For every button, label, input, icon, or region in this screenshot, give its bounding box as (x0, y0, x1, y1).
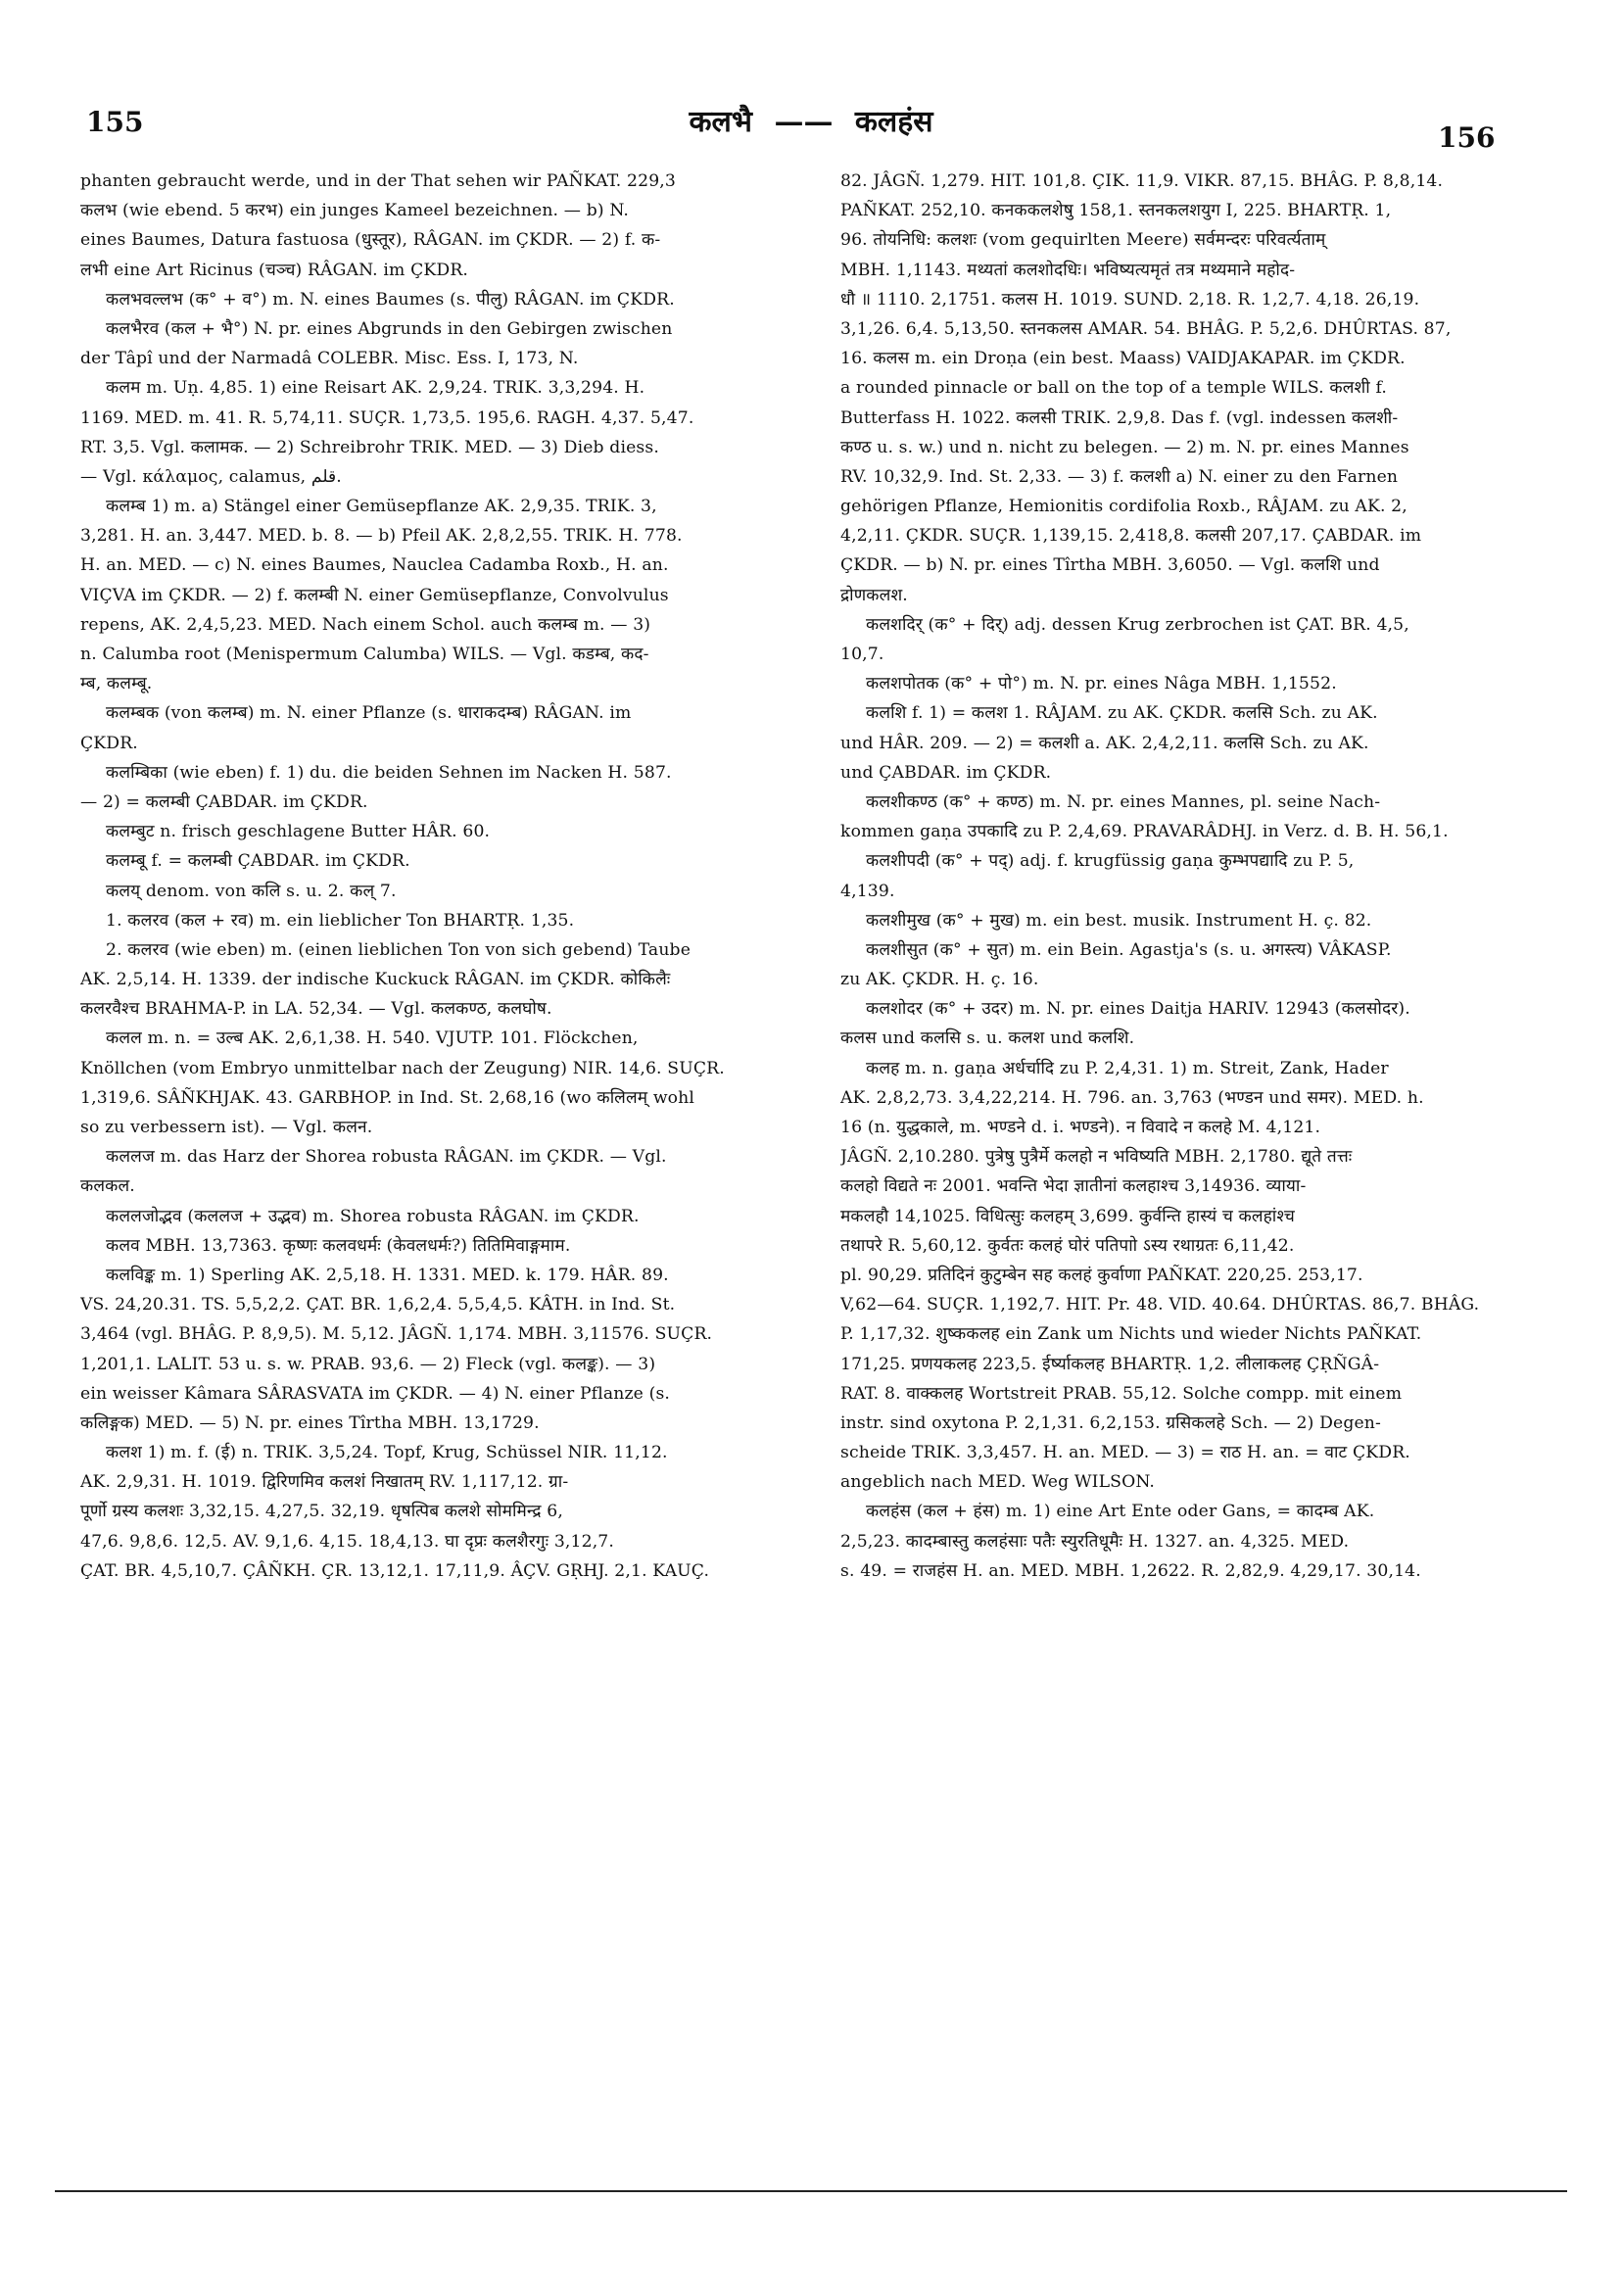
header-dash: —— (774, 105, 834, 139)
text-line: und HÂR. 209. — 2) = कलशी a. AK. 2,4,2,11. कलसि Sch. zu AK. (840, 733, 1369, 753)
text-line: a rounded pinnacle or ball on the top of a temple WILS. कलशी f. (840, 378, 1387, 399)
page-number-right: 156 (1438, 121, 1496, 154)
text-line: JÂGÑ. 2,10.280. पुत्रेषु पुत्रैर्मे कलहो न भविष्यति MBH. 2,1780. द्यूते तत्तः (840, 1147, 1353, 1168)
text-line: 96. तोयनिधि: कलशः (vom gequirlten Meere) सर्वमन्दरः परिवर्त्यताम् (840, 230, 1326, 251)
text-line: 3,464 (vgl. BHÂG. P. 8,9,5). M. 5,12. JÂGÑ. 1,174. MBH. 3,11576. SUÇR. (80, 1324, 713, 1345)
text-line: ÇAT. BR. 4,5,10,7. ÇÂÑKH. ÇR. 13,12,1. 17,11,9. ÂÇV. GṚHJ. 2,1. KAUÇ. (80, 1560, 710, 1581)
text-line: कलव MBH. 13,7363. कृष्णः कलवधर्मः (केवलधर्मः?) तितिमिवाङ्गमाम. (106, 1235, 571, 1256)
text-line: PAÑKAT. 252,10. कनककलशेषु 158,1. स्तनकलशयुग I, 225. BHARTṚ. 1, (840, 201, 1392, 221)
text-line: so zu verbessern ist). — Vgl. कलन. (80, 1118, 373, 1137)
text-line: eines Baumes, Datura fastuosa (धुस्तूर), RÂGAN. im ÇKDR. — 2) f. क- (80, 230, 661, 251)
text-line: zu AK. ÇKDR. H. ç. 16. (840, 970, 1039, 990)
text-line: कलशीपदी (क° + पद्) adj. f. krugfüssig gaṇa कुम्भपद्यादि zu P. 5, (866, 851, 1355, 872)
text-line: कलम्बक (von कलम्ब) m. N. einer Pflanze (s. धाराकदम्ब) RÂGAN. im (106, 703, 632, 724)
text-line: gehörigen Pflanze, Hemionitis cordifolia Roxb., RÂJAM. zu AK. 2, (840, 497, 1407, 517)
text-line: 16 (n. युद्धकाले, m. भण्डने d. i. भण्डने). न विवादे न कलहे M. 4,121. (840, 1118, 1321, 1137)
text-line: कलह m. n. gaṇa अर्धर्चादि zu P. 2,4,31. 1) m. Streit, Zank, Hader (866, 1058, 1389, 1078)
header-headword-last: कलहंस (854, 105, 933, 139)
text-line: धौ ॥ 1110. 2,1751. कलस H. 1019. SUND. 2,18. R. 1,2,7. 4,18. 26,19. (840, 289, 1420, 310)
text-line: कललजोद्भव (कललज + उद्भव) m. Shorea robusta RÂGAN. im ÇKDR. (106, 1206, 640, 1226)
text-line: कलशदिर् (क° + दिर्) adj. dessen Krug zerbrochen ist ÇAT. BR. 4,5, (866, 614, 1409, 635)
text-line: कलिङ्गक) MED. — 5) N. pr. eines Tîrtha MBH. 13,1729. (80, 1412, 540, 1433)
text-line: कलहो विद्यते नः 2001. भवन्ति भेदा ज्ञातीनां कलहाश्च 3,14936. व्याया- (840, 1176, 1307, 1197)
text-line: MBH. 1,1143. मथ्यतां कलशोदधिः। भविष्यत्यमृतं तत्र मथ्यमाने महोद- (840, 260, 1296, 280)
text-line: तथापरे R. 5,60,12. कुर्वतः कलहं घोरं पतिपाो ऽस्य रथाग्रतः 6,11,42. (840, 1235, 1295, 1256)
left-column (80, 167, 786, 1586)
text-line: s. 49. = राजहंस H. an. MED. MBH. 1,2622. R. 2,82,9. 4,29,17. 30,14. (840, 1560, 1421, 1581)
text-line: कलशि f. 1) = कलश 1. RÂJAM. zu AK. ÇKDR. कलसि Sch. zu AK. (866, 703, 1378, 724)
text-line: 47,6. 9,8,6. 12,5. AV. 9,1,6. 4,15. 18,4,13. घा दृप्रः कलशैरगुः 3,12,7. (80, 1531, 615, 1552)
text-line: कलल m. n. = उल्ब AK. 2,6,1,38. H. 540. VJUTP. 101. Flöckchen, (106, 1028, 639, 1049)
text-line: कलशपोतक (क° + पो°) m. N. pr. eines Nâga MBH. 1,1552. (866, 674, 1337, 694)
text-line: 16. कलस m. ein Droṇa (ein best. Maass) VAIDJAKAPAR. im ÇKDR. (840, 349, 1406, 369)
text-line: कलभ (wie ebend. 5 करभ) ein junges Kameel bezeichnen. — b) N. (80, 201, 630, 221)
text-line: VIÇVA im ÇKDR. — 2) f. कलम्बी N. einer Gemüsepflanze, Convolvulus (80, 585, 669, 605)
text-line: कलम m. Uṇ. 4,85. 1) eine Reisart AK. 2,9,24. TRIK. 3,3,294. H. (106, 378, 645, 399)
text-line: phanten gebraucht werde, und in der That sehen wir PAÑKAT. 229,3 (80, 171, 676, 191)
text-line: 2,5,23. कादम्बास्तु कलहंसाः पतैः स्युरतिधूमैः H. 1327. an. 4,325. MED. (840, 1531, 1350, 1552)
bottom-rule (55, 2190, 1567, 2192)
text-line: ÇKDR. (80, 733, 138, 753)
page-number-left: 155 (86, 106, 144, 138)
text-line: Butterfass H. 1022. कलसी TRIK. 2,9,8. Das f. (vgl. indessen कलशी- (840, 407, 1399, 428)
text-line: मकलहौ 14,1025. विधित्सुः कलहम् 3,699. कुर्वन्ति हास्यं च कलहांश्च (840, 1206, 1295, 1226)
text-line: 3,1,26. 6,4. 5,13,50. स्तनकलस AMAR. 54. BHÂG. P. 5,2,6. DHÛRTAS. 87, (840, 318, 1452, 339)
text-line: kommen gaṇa उपकादि zu P. 2,4,69. PRAVARÂDHJ. in Verz. d. B. H. 56,1. (840, 822, 1449, 842)
text-line: 4,139. (840, 881, 895, 901)
text-line: कललज m. das Harz der Shorea robusta RÂGAN. im ÇKDR. — Vgl. (106, 1147, 667, 1168)
text-line: कलशोदर (क° + उदर) m. N. pr. eines Daitja HARIV. 12943 (कलसोदर). (866, 999, 1410, 1020)
text-line: H. an. MED. — c) N. eines Baumes, Nauclea Cadamba Roxb., H. an. (80, 555, 669, 576)
text-line: कलरवैश्च BRAHMA-P. in LA. 52,34. — Vgl. कलकण्ठ, कलघोष. (80, 999, 552, 1020)
text-line: कलश 1) m. f. (ई) n. TRIK. 3,5,24. Topf, Krug, Schüssel NIR. 11,12. (106, 1443, 668, 1463)
text-line: RV. 10,32,9. Ind. St. 2,33. — 3) f. कलशी a) N. einer zu den Farnen (840, 466, 1399, 487)
text-line: 82. JÂGÑ. 1,279. HIT. 101,8. ÇIK. 11,9. VIKR. 87,15. BHÂG. P. 8,8,14. (840, 171, 1444, 191)
text-line: कलविङ्क m. 1) Sperling AK. 2,5,18. H. 1331. MED. k. 179. HÂR. 89. (106, 1265, 669, 1285)
text-line: VS. 24,20.31. TS. 5,5,2,2. ÇAT. BR. 1,6,2,4. 5,5,4,5. KÂTH. in Ind. St. (80, 1295, 676, 1315)
text-line: कलम्ब 1) m. a) Stängel einer Gemüsepflanze AK. 2,9,35. TRIK. 3, (106, 497, 657, 517)
text-line: 1. कलरव (कल + रव) m. ein lieblicher Ton BHARTṚ. 1,35. (106, 910, 575, 931)
text-line: कलम्बू f. = कलम्बी ÇABDAR. im ÇKDR. (106, 851, 410, 872)
text-line: P. 1,17,32. शुष्ककलह ein Zank um Nichts und wieder Nichts PAÑKAT. (840, 1324, 1422, 1345)
text-line: 1,319,6. SÂÑKHJAK. 43. GARBHOP. in Ind. St. 2,68,16 (wo कलिलम् wohl (80, 1087, 695, 1108)
text-line: pl. 90,29. प्रतिदिनं कुटुम्बेन सह कलहं कुर्वाणा PAÑKAT. 220,25. 253,17. (840, 1265, 1363, 1285)
text-line: लभी eine Art Ricinus (चञ्च) RÂGAN. im ÇKDR. (80, 260, 469, 280)
text-line: AK. 2,9,31. H. 1019. द्विरिणमिव कलशं निखातम् RV. 1,117,12. ग्रा- (80, 1472, 569, 1493)
text-line: कलम्बिका (wie eben) f. 1) du. die beiden Sehnen im Nacken H. 587. (106, 762, 672, 783)
text-line: 3,281. H. an. 3,447. MED. b. 8. — b) Pfeil AK. 2,8,2,55. TRIK. H. 778. (80, 526, 683, 547)
text-line: ÇKDR. — b) N. pr. eines Tîrtha MBH. 3,6050. — Vgl. कलशि und (840, 555, 1380, 576)
text-line: कलभवल्लभ (क° + व°) m. N. eines Baumes (s. पीलु) RÂGAN. im ÇKDR. (106, 289, 675, 310)
text-line: 2. कलरव (wie eben) m. (einen lieblichen Ton von sich gebend) Taube (106, 939, 692, 960)
text-line: — Vgl. κάλαμος, calamus, قلم. (80, 466, 342, 487)
text-line: ein weisser Kâmara SÂRASVATA im ÇKDR. — 4) N. einer Pflanze (s. (80, 1383, 671, 1404)
text-line: कलभैरव (कल + भै°) N. pr. eines Abgrunds in den Gebirgen zwischen (106, 318, 673, 339)
text-line: repens, AK. 2,4,5,23. MED. Nach einem Schol. auch कलम्ब m. — 3) (80, 614, 651, 635)
text-line: angeblich nach MED. Weg WILSON. (840, 1472, 1156, 1493)
text-line: कण्ठ u. s. w.) und n. nicht zu belegen. — 2) m. N. pr. eines Mannes (840, 437, 1409, 457)
text-line: der Tâpî und der Narmadâ COLEBR. Misc. Ess. I, 173, N. (80, 349, 579, 369)
text-line: scheide TRIK. 3,3,457. H. an. MED. — 3) = राठ H. an. = वाट ÇKDR. (840, 1443, 1410, 1463)
text-line: म्ब, कलम्बू. (80, 674, 153, 694)
text-line: AK. 2,5,14. H. 1339. der indische Kuckuck RÂGAN. im ÇKDR. कोकिलैः (80, 970, 671, 990)
text-line: पूर्णो ग्रस्य कलशः 3,32,15. 4,27,5. 32,19. धृषत्पिब कलशे सोममिन्द्र 6, (80, 1502, 563, 1522)
text-line: n. Calumba root (Menispermum Calumba) WILS. — Vgl. कडम्ब, कद- (80, 645, 649, 664)
text-line: Knöllchen (vom Embryo unmittelbar nach der Zeugung) NIR. 14,6. SUÇR. (80, 1058, 725, 1078)
text-line: कलशीकण्ठ (क° + कण्ठ) m. N. pr. eines Mannes, pl. seine Nach- (866, 791, 1381, 812)
text-line: instr. sind oxytona P. 2,1,31. 6,2,153. ग्रसिकलहे Sch. — 2) Degen- (840, 1412, 1381, 1433)
text-line: 4,2,11. ÇKDR. SUÇR. 1,139,15. 2,418,8. कलसी 207,17. ÇABDAR. im (840, 526, 1422, 547)
right-column (840, 167, 1542, 1586)
text-line: 10,7. (840, 645, 884, 664)
text-line: कलकल. (80, 1176, 135, 1197)
text-line: कलस und कलसि s. u. कलश und कलशि. (840, 1028, 1135, 1049)
text-line: RAT. 8. वाक्कलह Wortstreit PRAB. 55,12. Solche compp. mit einem (840, 1383, 1403, 1404)
text-line: AK. 2,8,2,73. 3,4,22,214. H. 796. an. 3,763 (भण्डन und समर). MED. h. (840, 1087, 1424, 1108)
text-line: RT. 3,5. Vgl. कलामक. — 2) Schreibrohr TRIK. MED. — 3) Dieb diess. (80, 437, 659, 457)
text-line: कलय् denom. von कलि s. u. 2. कल् 7. (106, 881, 397, 901)
header-headword-first: कलभै (689, 105, 752, 139)
text-line: und ÇABDAR. im ÇKDR. (840, 762, 1052, 783)
text-line: कलशीमुख (क° + मुख) m. ein best. musik. Instrument H. ç. 82. (866, 910, 1372, 931)
text-line: 171,25. प्रणयकलह 223,5. ईर्ष्याकलह BHARTṚ. 1,2. लीलाकलह ÇṚÑGÂ- (840, 1354, 1380, 1374)
text-line: कलहंस (कल + हंस) m. 1) eine Art Ente oder Gans, = कादम्ब AK. (866, 1502, 1375, 1522)
text-line: कलम्बुट n. frisch geschlagene Butter HÂR. 60. (106, 822, 491, 842)
text-line: — 2) = कलम्बी ÇABDAR. im ÇKDR. (80, 791, 368, 812)
page-header-title (0, 100, 1622, 140)
text-line: 1,201,1. LALIT. 53 u. s. w. PRAB. 93,6. — 2) Fleck (vgl. कलङ्क). — 3) (80, 1354, 656, 1374)
text-line: 1169. MED. m. 41. R. 5,74,11. SUÇR. 1,73,5. 195,6. RAGH. 4,37. 5,47. (80, 407, 694, 428)
text-line: कलशीसुत (क° + सुत) m. ein Bein. Agastja's (s. u. अगस्त्य) VÂKASP. (866, 939, 1392, 960)
text-line: V,62—64. SUÇR. 1,192,7. HIT. Pr. 48. VID. 40.64. DHÛRTAS. 86,7. BHÂG. (840, 1295, 1480, 1315)
text-line: द्रोणकलश. (840, 585, 908, 605)
